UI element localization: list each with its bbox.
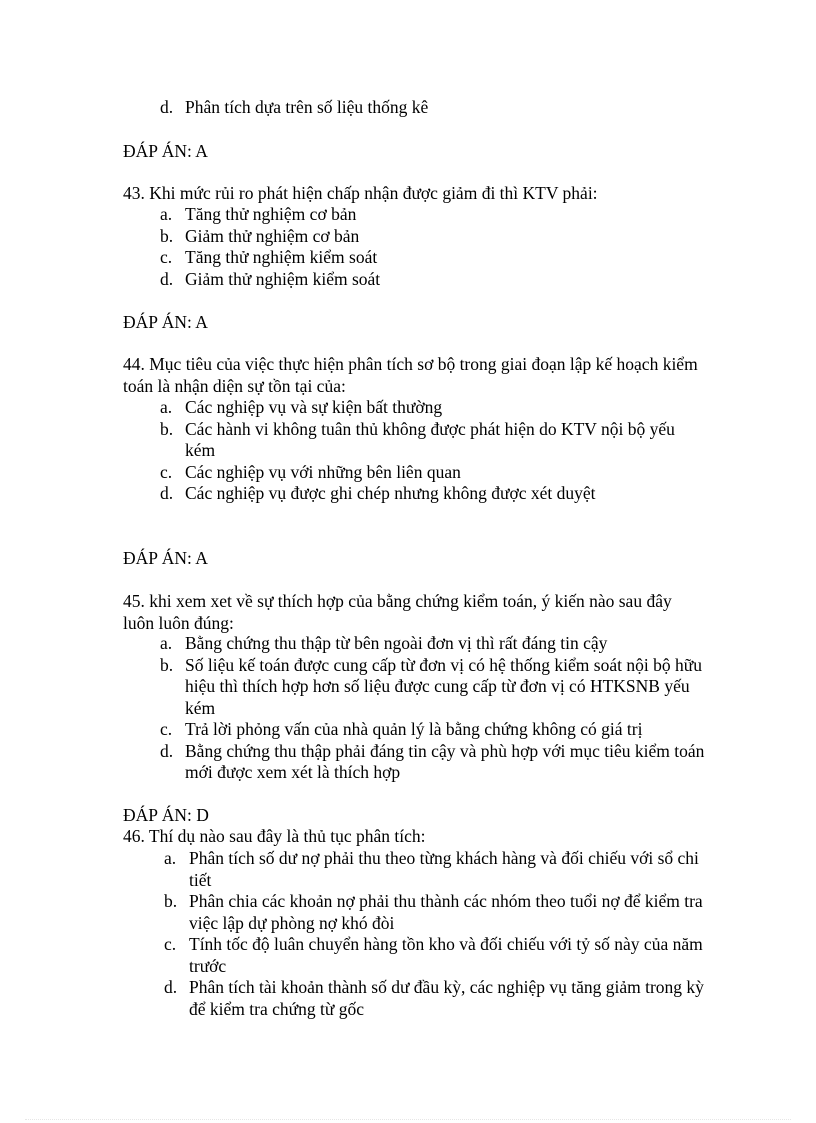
answer-43: ĐÁP ÁN: A (123, 312, 208, 332)
option-b: b. Các hành vi không tuân thủ không được phát hiện do KTV nội bộ yếu kém (160, 418, 675, 460)
question-46-stem: 46. Thí dụ nào sau đây là thủ tục phân tích: (123, 826, 426, 846)
q44-options (160, 397, 705, 505)
question-45-stem: 45. khi xem xet về sự thích hợp của bằng chứng kiểm toán, ý kiến nào sau đây luôn luôn đúng: (123, 591, 672, 633)
q46-options (164, 848, 705, 1020)
page-bottom-divider (25, 1119, 791, 1120)
q43-options (160, 204, 705, 290)
option-c: c. Tính tốc độ luân chuyển hàng tồn kho và đối chiếu với tỷ số này của năm trước (164, 934, 703, 976)
answer-44: ĐÁP ÁN: A (123, 548, 208, 568)
option-d: d. Phân tích tài khoản thành số dư đầu kỳ, các nghiệp vụ tăng giảm trong kỳ để kiểm tra chứng từ gốc (164, 977, 704, 1019)
q42-options (160, 97, 705, 119)
option-a: a. Các nghiệp vụ và sự kiện bất thường (160, 397, 443, 417)
option-b: b. Phân chia các khoản nợ phải thu thành các nhóm theo tuổi nợ để kiểm tra việc lập dự phòng nợ khó đòi (164, 891, 703, 933)
option-c: c. Các nghiệp vụ với những bên liên quan (160, 461, 461, 482)
option-a: a. Phân tích số dư nợ phải thu theo từng khách hàng và đối chiếu với sổ chi tiết (164, 848, 699, 890)
option-d: d. Giảm thử nghiệm kiểm soát (160, 268, 381, 289)
answer-42: ĐÁP ÁN: A (123, 141, 208, 161)
option-b: b. Số liệu kế toán được cung cấp từ đơn vị có hệ thống kiểm soát nội bộ hữu hiệu thì thích hợp hơn số liệu được cung cấp từ đơn vị có HTKSNB yếu kém (160, 654, 702, 718)
option-c: c. Tăng thử nghiệm kiểm soát (160, 247, 378, 267)
option-a: a. Tăng thử nghiệm cơ bản (160, 204, 357, 224)
option-d: d. Bằng chứng thu thập phải đáng tin cậy và phù hợp với mục tiêu kiểm toán mới được xem xét là thích hợp (160, 740, 705, 782)
option-c: c. Trả lời phỏng vấn của nhà quản lý là bằng chứng không có giá trị (160, 719, 643, 739)
question-43-stem: 43. Khi mức rủi ro phát hiện chấp nhận được giảm đi thì KTV phải: (123, 183, 598, 203)
option-d: d. Phân tích dựa trên số liệu thống kê (160, 97, 429, 117)
option-d: d. Các nghiệp vụ được ghi chép nhưng không được xét duyệt (160, 483, 596, 503)
q45-options (160, 633, 705, 784)
answer-45: ĐÁP ÁN: D (123, 805, 209, 825)
question-44-stem: 44. Mục tiêu của việc thực hiện phân tích sơ bộ trong giai đoạn lập kế hoạch kiểm toán là nhận diện sự tồn tại của: (123, 354, 698, 396)
option-b: b. Giảm thử nghiệm cơ bản (160, 225, 360, 246)
option-a: a. Bằng chứng thu thập từ bên ngoài đơn vị thì rất đáng tin cậy (160, 633, 608, 653)
